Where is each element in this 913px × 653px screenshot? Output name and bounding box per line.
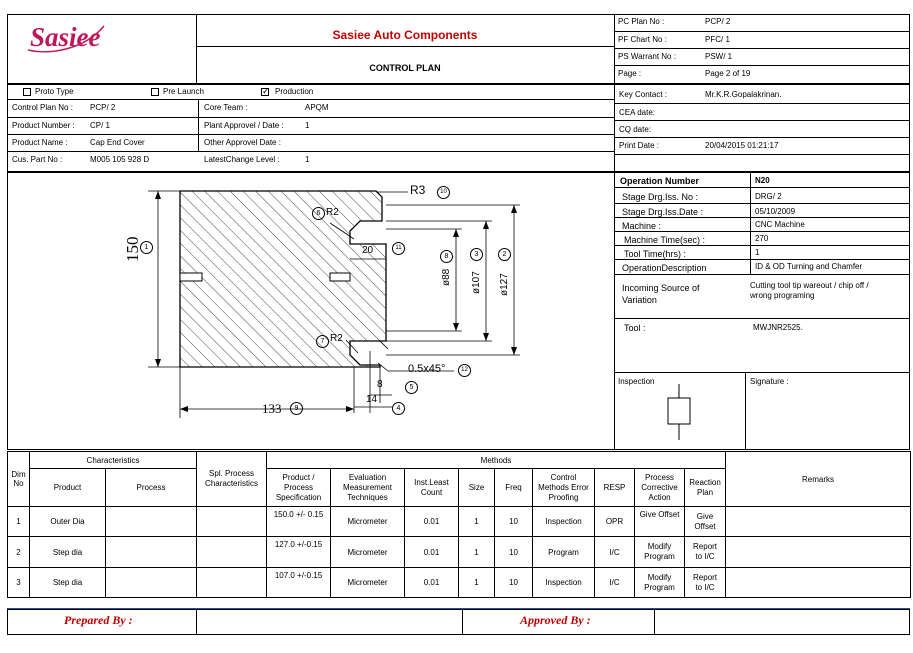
header-inst-least-count: Inst.Least Count bbox=[405, 469, 459, 507]
latest-change-label: LatestChange Level : bbox=[204, 155, 280, 164]
control-plan-no-value: PCP/ 2 bbox=[90, 103, 116, 112]
row-process bbox=[106, 537, 197, 568]
row-spl bbox=[197, 537, 267, 568]
product-number-value: CP/ 1 bbox=[90, 121, 111, 130]
balloon-2: 2 bbox=[498, 248, 511, 261]
latest-change-value: 1 bbox=[305, 155, 310, 164]
row-resp: I/C bbox=[595, 537, 635, 568]
variation-label: Variation bbox=[622, 295, 657, 305]
header-resp: RESP bbox=[595, 469, 635, 507]
core-team-value: APQM bbox=[305, 103, 329, 112]
row-pca: Give Offset bbox=[635, 507, 685, 537]
stage-drg-no-label: Stage Drg.Iss. No : bbox=[622, 192, 699, 202]
page-label: Page : bbox=[618, 69, 642, 78]
ps-warrant-value: PSW/ 1 bbox=[705, 52, 733, 61]
production-checkbox[interactable] bbox=[261, 88, 269, 96]
row-product: Outer Dia bbox=[30, 507, 106, 537]
row-freq: 10 bbox=[495, 537, 533, 568]
dim-8-label: 8 bbox=[377, 379, 383, 390]
row-spec: 107.0 +/-0.15 bbox=[267, 568, 331, 598]
machine-time-value: 270 bbox=[755, 234, 769, 243]
row-product: Step dia bbox=[30, 537, 106, 568]
stage-drg-date-label: Stage Drg.Iss.Date : bbox=[622, 207, 704, 217]
row-pca: Modify Program bbox=[635, 568, 685, 598]
header-remarks: Remarks bbox=[726, 452, 911, 507]
header-frame bbox=[7, 14, 910, 84]
plant-approvel-value: 1 bbox=[305, 121, 310, 130]
production-label: Production bbox=[275, 87, 314, 96]
dim-127-label: ø127 bbox=[499, 273, 510, 296]
row-process bbox=[106, 568, 197, 598]
row-remarks bbox=[726, 537, 911, 568]
machine-label: Machine : bbox=[622, 221, 662, 231]
row-control: Inspection bbox=[533, 507, 595, 537]
operation-description-label: OperationDescription bbox=[622, 263, 707, 273]
stage-drg-no-value: DRG/ 2 bbox=[755, 192, 782, 201]
cus-part-no-label: Cus. Part No : bbox=[12, 155, 63, 164]
page-value: Page 2 of 19 bbox=[705, 69, 751, 78]
row-reaction: Give Offset bbox=[685, 507, 726, 537]
row-control: Program bbox=[533, 537, 595, 568]
operation-description-value: ID & OD Turning and Chamfer bbox=[755, 262, 863, 271]
prepared-by-label: Prepared By : bbox=[64, 613, 133, 627]
row-size: 1 bbox=[459, 537, 495, 568]
row-freq: 10 bbox=[495, 568, 533, 598]
dim-r2-top-label: R2 bbox=[326, 207, 339, 218]
other-approvel-label: Other Approvel Date : bbox=[204, 138, 281, 147]
control-plan-no-label: Control Plan No : bbox=[12, 103, 73, 112]
document-title: CONTROL PLAN bbox=[369, 63, 441, 73]
dim-88-label: ø88 bbox=[441, 268, 452, 286]
row-inst: 0.01 bbox=[405, 537, 459, 568]
row-size: 1 bbox=[459, 507, 495, 537]
pc-plan-label: PC Plan No : bbox=[618, 17, 665, 26]
row-spec: 150.0 +/- 0.15 bbox=[267, 507, 331, 537]
row-inst: 0.01 bbox=[405, 507, 459, 537]
row-remarks bbox=[726, 568, 911, 598]
balloon-6: 6 bbox=[312, 207, 325, 220]
inspection-symbol-icon bbox=[664, 384, 694, 442]
balloon-4: 4 bbox=[392, 402, 405, 415]
row-spl bbox=[197, 507, 267, 537]
key-contact-value: Mr.K.R.Gopalakrinan. bbox=[705, 90, 782, 99]
balloon-1: 1 bbox=[140, 241, 153, 254]
header-spl-process: Spl. Process Characteristics bbox=[197, 452, 267, 507]
dim-r3-label: R3 bbox=[410, 183, 426, 197]
header-freq: Freq bbox=[495, 469, 533, 507]
dim-107-label: ø107 bbox=[471, 271, 482, 294]
header-methods: Methods bbox=[267, 452, 726, 469]
dim-133-label: 133 bbox=[262, 401, 282, 416]
cus-part-no-value: M005 105 928 D bbox=[90, 155, 150, 164]
row-inst: 0.01 bbox=[405, 568, 459, 598]
pc-plan-value: PCP/ 2 bbox=[705, 17, 731, 26]
proto-type-checkbox[interactable] bbox=[23, 88, 31, 96]
row-reaction: Report to I/C bbox=[685, 537, 726, 568]
approved-by-label: Approved By : bbox=[520, 613, 591, 627]
incoming-source-value-1: Cutting tool tip wareout / chip off / bbox=[750, 281, 869, 290]
balloon-5: 5 bbox=[405, 381, 418, 394]
incoming-source-value-2: wrong programing bbox=[750, 291, 815, 300]
balloon-3: 3 bbox=[470, 248, 483, 261]
row-spec: 127.0 +/-0.15 bbox=[267, 537, 331, 568]
row-dim-no: 3 bbox=[8, 568, 30, 598]
dim-chamfer-label: 0.5x45° bbox=[408, 363, 446, 375]
pf-chart-label: PF Chart No : bbox=[618, 35, 667, 44]
characteristics-table bbox=[7, 451, 911, 598]
balloon-8: 8 bbox=[440, 250, 453, 263]
machine-value: CNC Machine bbox=[755, 220, 805, 229]
incoming-source-label: Incoming Source of bbox=[622, 283, 700, 293]
pre-launch-checkbox[interactable] bbox=[151, 88, 159, 96]
header-process-corrective-action: Process Corrective Action bbox=[635, 469, 685, 507]
row-pca: Modify Program bbox=[635, 537, 685, 568]
tool-label: Tool : bbox=[624, 323, 646, 333]
row-resp: OPR bbox=[595, 507, 635, 537]
balloon-10: 10 bbox=[437, 186, 450, 199]
row-product: Step dia bbox=[30, 568, 106, 598]
logo-swoosh-icon bbox=[24, 20, 109, 56]
machine-time-label: Machine Time(sec) : bbox=[624, 235, 706, 245]
operation-number-value: N20 bbox=[755, 176, 770, 185]
balloon-11: 11 bbox=[392, 242, 405, 255]
print-date-value: 20/04/2015 01:21:17 bbox=[705, 141, 779, 150]
table-row bbox=[8, 507, 911, 537]
dim-150-label: 150 bbox=[123, 236, 142, 262]
core-team-label: Core Team : bbox=[204, 103, 248, 112]
product-name-label: Product Name : bbox=[12, 138, 68, 147]
row-dim-no: 2 bbox=[8, 537, 30, 568]
signature-label: Signature : bbox=[750, 377, 789, 386]
tool-time-value: 1 bbox=[755, 248, 760, 257]
dim-14-label: 14 bbox=[366, 394, 378, 405]
ps-warrant-label: PS Warrant No : bbox=[618, 52, 676, 61]
row-process bbox=[106, 507, 197, 537]
header-reaction-plan: Reaction Plan bbox=[685, 469, 726, 507]
header-dim-no: Dim No bbox=[8, 452, 30, 507]
table-row bbox=[8, 537, 911, 568]
row-reaction: Report to I/C bbox=[685, 568, 726, 598]
tool-time-label: Tool Time(hrs) : bbox=[624, 249, 687, 259]
pre-launch-label: Pre Launch bbox=[163, 87, 204, 96]
header-control-methods: Control Methods Error Proofing bbox=[533, 469, 595, 507]
balloon-12: 12 bbox=[458, 364, 471, 377]
print-date-label: Print Date : bbox=[619, 141, 660, 150]
product-name-value: Cap End Cover bbox=[90, 138, 145, 147]
row-size: 1 bbox=[459, 568, 495, 598]
footer-frame bbox=[7, 609, 910, 635]
cq-date-label: CQ date: bbox=[619, 125, 652, 134]
row-eval: Micrometer bbox=[331, 537, 405, 568]
table-row bbox=[8, 568, 911, 598]
key-contact-label: Key Contact : bbox=[619, 90, 668, 99]
header-product: Product bbox=[30, 469, 106, 507]
pf-chart-value: PFC/ 1 bbox=[705, 35, 730, 44]
row-resp: I/C bbox=[595, 568, 635, 598]
header-characteristics: Characteristics bbox=[30, 452, 197, 469]
tool-value: MWJNR2525. bbox=[753, 323, 803, 332]
company-name: Sasiee Auto Components bbox=[332, 28, 478, 42]
row-freq: 10 bbox=[495, 507, 533, 537]
header-process: Process bbox=[106, 469, 197, 507]
row-spl bbox=[197, 568, 267, 598]
row-eval: Micrometer bbox=[331, 507, 405, 537]
row-eval: Micrometer bbox=[331, 568, 405, 598]
header-size: Size bbox=[459, 469, 495, 507]
header-specification: Product / Process Specification bbox=[267, 469, 331, 507]
part-drawing bbox=[8, 173, 613, 449]
row-control: Inspection bbox=[533, 568, 595, 598]
row-remarks bbox=[726, 507, 911, 537]
operation-number-label: Operation Number bbox=[620, 176, 700, 186]
balloon-9: 9 bbox=[290, 402, 303, 415]
plant-approvel-label: Plant Approvel / Date : bbox=[204, 121, 284, 130]
cea-date-label: CEA date: bbox=[619, 108, 656, 117]
header-evaluation: Evaluation Measurement Techniques bbox=[331, 469, 405, 507]
part-section-outline bbox=[180, 191, 386, 367]
dim-r2-bottom-label: R2 bbox=[330, 333, 343, 344]
proto-type-label: Proto Type bbox=[35, 87, 74, 96]
company-logo: Sasiee bbox=[30, 22, 101, 52]
dim-20-label: 20 bbox=[362, 245, 374, 256]
balloon-7: 7 bbox=[316, 335, 329, 348]
product-number-label: Product Number : bbox=[12, 121, 75, 130]
stage-drg-date-value: 05/10/2009 bbox=[755, 207, 796, 216]
inspection-label: Inspection bbox=[618, 377, 655, 386]
row-dim-no: 1 bbox=[8, 507, 30, 537]
